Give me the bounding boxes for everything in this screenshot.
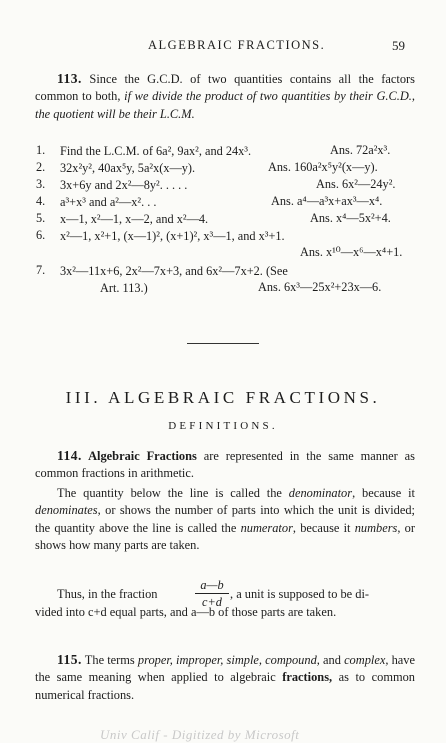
fraction-continued-text: vided into c+d equal parts, and a—b of those parts are taken. (35, 605, 337, 619)
article-number: 114. (57, 448, 82, 463)
article-114 (35, 447, 415, 483)
italic-term: proper, improper, simple, compound, (137, 653, 320, 667)
fraction-numerator: a—b (200, 578, 224, 592)
italic-term: numerator (240, 520, 293, 535)
text: The terms (81, 653, 138, 667)
fraction-denominator: c+d (202, 595, 222, 609)
text: and (319, 653, 345, 667)
text: , because it (292, 520, 355, 535)
article-lead: Algebraic Fractions (81, 449, 197, 463)
exercise-answer: Ans. 6x²—24y². (316, 177, 396, 191)
section-divider (187, 343, 259, 344)
fraction-lead-text: Thus, in the fraction (57, 587, 158, 601)
exercise-text: 3x²—11x+6, 2x²—7x+3, and 6x²—7x+2. (See (60, 264, 288, 278)
article-number: 115. (57, 652, 82, 667)
text: , because it (352, 486, 415, 500)
text: have the same meaning when applied to algebraic (35, 653, 415, 685)
exercise-answer: Ans. a⁴—a³x+ax³—x⁴. (271, 194, 383, 208)
article-italic-text: if we divide the product of two quantities by their G.C.D., the quotient will be their L.C.M. (35, 89, 415, 121)
article-text: Since the G.C.D. of two quantities contains all the factors common to both, (35, 72, 415, 104)
exercise-number: 1. (36, 143, 46, 157)
exercise-text: a³+x³ and a²—x². . . (60, 195, 157, 209)
page-number: 59 (392, 38, 405, 53)
fraction-bar (195, 593, 229, 594)
text: , or shows how many parts are taken. (35, 520, 415, 553)
bold-term: fractions, (282, 670, 333, 685)
exercise-text: Find the L.C.M. of 6a², 9ax², and 24x³. (60, 144, 252, 158)
exercise-number: 2. (36, 160, 46, 174)
italic-term: numbers (354, 520, 398, 535)
running-header-title: ALGEBRAIC FRACTIONS. (148, 38, 326, 52)
exercise-number: 3. (36, 177, 46, 191)
exercise-number: 4. (36, 194, 46, 208)
text: , or shows the number of parts into which the unit is divided; the quantity above the line is called the (35, 503, 415, 535)
italic-term: denominates (35, 503, 98, 518)
text: The quantity below the line is called the (57, 486, 289, 500)
exercise-text: 3x+6y and 2x²—8y². . . . . (60, 178, 188, 192)
article-115 (35, 651, 415, 704)
section-subtitle: DEFINITIONS. (168, 420, 278, 432)
article-text: are represented in the same manner as common fractions in arithmetic. (35, 449, 415, 481)
exercise-text: 32x²y², 40ax⁵y, 5a²x(x—y). (60, 161, 196, 175)
exercise-number: 5. (36, 211, 46, 225)
exercise-answer: Ans. x⁴—5x²+4. (310, 211, 391, 225)
exercise-text-continued: Art. 113.) (100, 281, 148, 295)
fraction-trail-text: , a unit is supposed to be di- (230, 587, 370, 601)
exercise-text: x²—1, x²+1, (x—1)², (x+1)², x³—1, and x³+1. (60, 229, 285, 243)
watermark: Univ Calif - Digitized by Microsoft (100, 727, 300, 742)
article-113 (35, 70, 415, 123)
text: as to common numerical fractions. (35, 670, 415, 702)
exercise-answer: Ans. 72a²x³. (330, 143, 391, 157)
exercise-number: 7. (36, 263, 46, 277)
article-number: 113. (57, 71, 82, 86)
italic-term: denominator (288, 486, 353, 500)
exercise-number: 6. (36, 228, 46, 242)
section-title: III. ALGEBRAIC FRACTIONS. (65, 388, 381, 407)
article-114-para-2 (35, 485, 415, 555)
exercise-answer: Ans. x¹⁰—x⁶—x⁴+1. (300, 245, 403, 259)
italic-term: complex, (344, 653, 389, 667)
exercise-answer: Ans. 160a²x⁵y²(x—y). (268, 160, 378, 174)
exercise-answer: Ans. 6x³—25x²+23x—6. (258, 280, 382, 294)
exercise-text: x—1, x²—1, x—2, and x²—4. (60, 212, 209, 226)
